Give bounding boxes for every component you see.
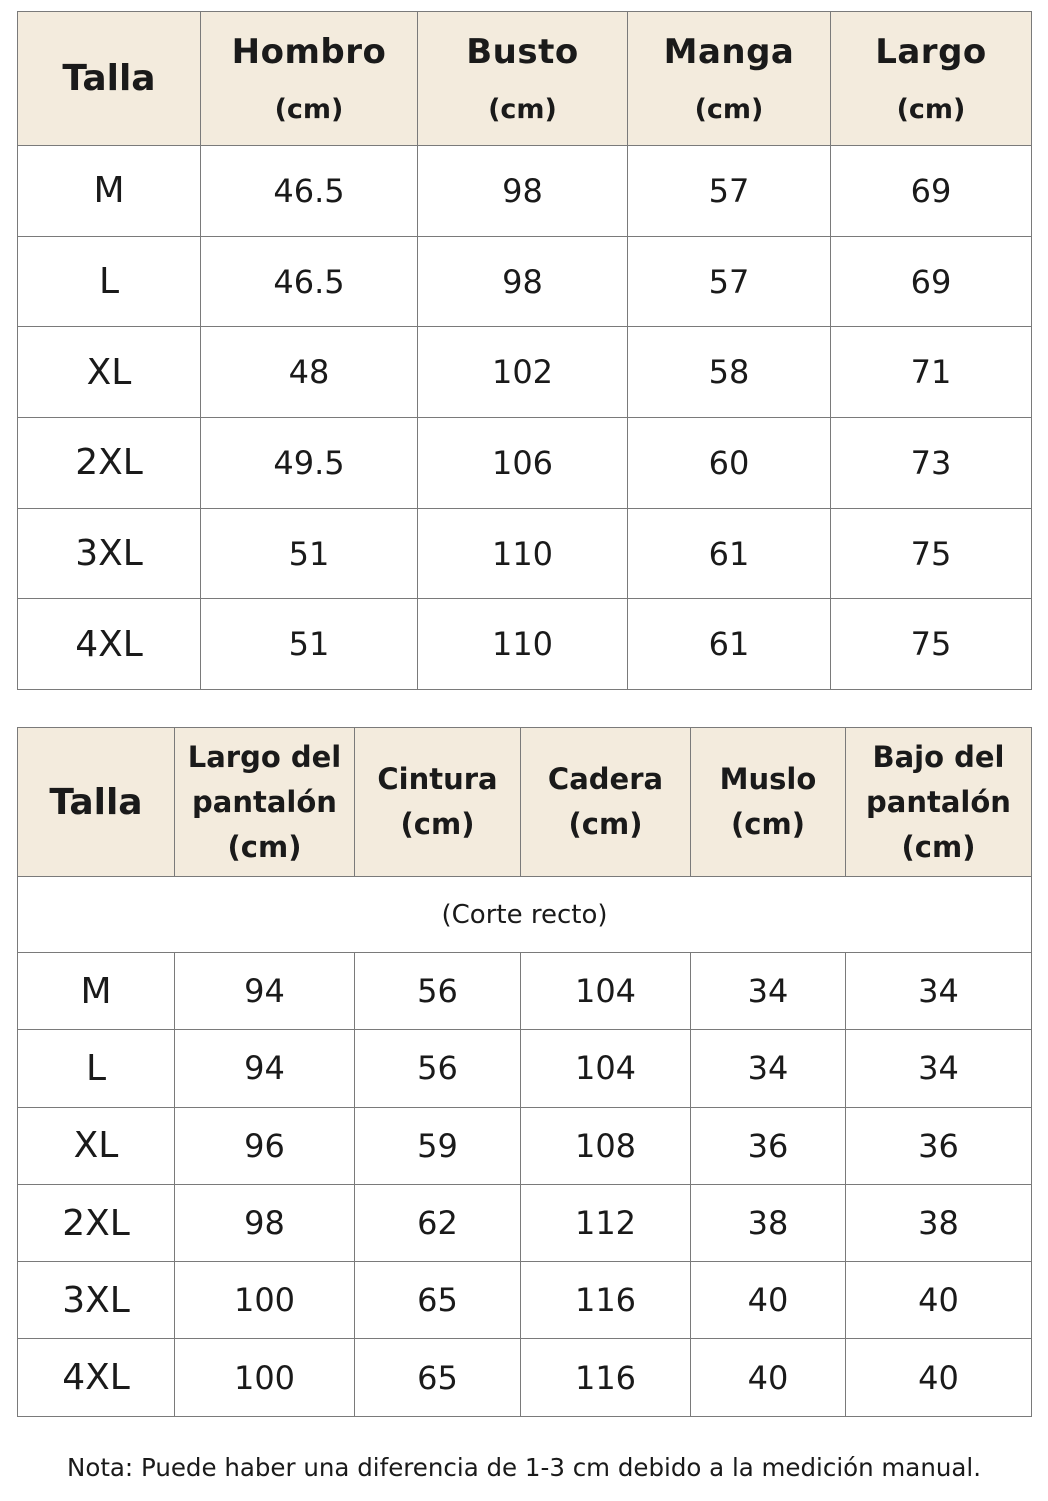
- bottom-header-muslo: [691, 728, 846, 877]
- header-line: (cm): [400, 807, 475, 841]
- manga-value: 58: [628, 327, 831, 418]
- cintura-value: 65: [355, 1262, 521, 1339]
- header-line: Bajo del: [872, 739, 1005, 774]
- header-line: (cm): [568, 807, 643, 841]
- largo-value: 71: [831, 327, 1032, 418]
- size-label: 3XL: [18, 1262, 175, 1339]
- hombro-value: 46.5: [201, 146, 418, 237]
- busto-value: 98: [418, 236, 628, 327]
- hombro-value: 51: [201, 508, 418, 599]
- size-label: 2XL: [18, 1184, 175, 1261]
- top-header-title: Hombro: [231, 32, 387, 72]
- muslo-value: 40: [691, 1262, 846, 1339]
- bottom-table-header-row: [18, 728, 1032, 877]
- size-label: L: [18, 236, 201, 327]
- top-header-hombro: [201, 12, 418, 146]
- cadera-value: 116: [521, 1339, 691, 1416]
- top-size-table: [17, 11, 1032, 690]
- top-header-title: Largo: [875, 32, 987, 72]
- top-table-header-row: [18, 12, 1032, 146]
- bottom-header-bajo-pantalon: [846, 728, 1032, 877]
- muslo-value: 34: [691, 1030, 846, 1107]
- largo-pantalon-value: 94: [175, 1030, 355, 1107]
- manga-value: 57: [628, 146, 831, 237]
- top-header-manga: [628, 12, 831, 146]
- size-label: 3XL: [18, 508, 201, 599]
- muslo-value: 38: [691, 1184, 846, 1261]
- manga-value: 60: [628, 418, 831, 509]
- size-label: XL: [18, 327, 201, 418]
- bottom-header-cadera: [521, 728, 691, 877]
- cadera-value: 108: [521, 1107, 691, 1184]
- cintura-value: 65: [355, 1339, 521, 1416]
- hombro-value: 48: [201, 327, 418, 418]
- table-row: [18, 599, 1032, 690]
- muslo-value: 34: [691, 953, 846, 1030]
- top-header-title: Busto: [466, 32, 579, 72]
- top-header-talla-label: Talla: [62, 58, 156, 99]
- table-row: [18, 953, 1032, 1030]
- fit-note-row: [18, 877, 1032, 953]
- bajo-pantalon-value: 40: [846, 1262, 1032, 1339]
- cadera-value: 112: [521, 1184, 691, 1261]
- largo-value: 73: [831, 418, 1032, 509]
- muslo-value: 40: [691, 1339, 846, 1416]
- largo-pantalon-value: 98: [175, 1184, 355, 1261]
- table-row: [18, 1184, 1032, 1261]
- bottom-header-talla-label: Talla: [49, 781, 143, 823]
- measurement-footnote: Nota: Puede haber una diferencia de 1-3 cm debido a la medición manual.: [67, 1453, 981, 1482]
- fit-note: (Corte recto): [18, 877, 1032, 953]
- cadera-value: 104: [521, 1030, 691, 1107]
- bajo-pantalon-value: 38: [846, 1184, 1032, 1261]
- size-label: XL: [18, 1107, 175, 1184]
- manga-value: 61: [628, 508, 831, 599]
- largo-value: 69: [831, 236, 1032, 327]
- table-row: [18, 1339, 1032, 1416]
- table-row: [18, 1107, 1032, 1184]
- table-row: [18, 1262, 1032, 1339]
- largo-pantalon-value: 100: [175, 1339, 355, 1416]
- header-line: Cintura: [377, 762, 498, 796]
- largo-pantalon-value: 94: [175, 953, 355, 1030]
- cadera-value: 104: [521, 953, 691, 1030]
- header-line: Muslo: [719, 762, 817, 796]
- hombro-value: 49.5: [201, 418, 418, 509]
- top-header-title: Manga: [663, 32, 795, 72]
- header-line: pantalón: [866, 784, 1011, 819]
- header-line: (cm): [901, 829, 976, 864]
- size-label: M: [18, 953, 175, 1030]
- bottom-header-largo-pantalon: [175, 728, 355, 877]
- table-row: [18, 418, 1032, 509]
- header-line: pantalón: [192, 784, 337, 819]
- bajo-pantalon-value: 36: [846, 1107, 1032, 1184]
- hombro-value: 51: [201, 599, 418, 690]
- largo-pantalon-value: 100: [175, 1262, 355, 1339]
- largo-value: 75: [831, 508, 1032, 599]
- bajo-pantalon-value: 40: [846, 1339, 1032, 1416]
- size-label: M: [18, 146, 201, 237]
- bajo-pantalon-value: 34: [846, 1030, 1032, 1107]
- largo-pantalon-value: 96: [175, 1107, 355, 1184]
- bajo-pantalon-value: 34: [846, 953, 1032, 1030]
- size-label: L: [18, 1030, 175, 1107]
- top-header-unit: (cm): [896, 94, 966, 125]
- header-line: Cadera: [547, 762, 664, 796]
- busto-value: 102: [418, 327, 628, 418]
- bottom-header-talla: [18, 728, 175, 877]
- header-line: Largo del: [187, 739, 342, 774]
- table-row: [18, 508, 1032, 599]
- bottom-size-table: [17, 727, 1032, 1417]
- cintura-value: 59: [355, 1107, 521, 1184]
- table-row: [18, 146, 1032, 237]
- largo-value: 69: [831, 146, 1032, 237]
- size-label: 4XL: [18, 599, 201, 690]
- busto-value: 110: [418, 599, 628, 690]
- muslo-value: 36: [691, 1107, 846, 1184]
- manga-value: 61: [628, 599, 831, 690]
- largo-value: 75: [831, 599, 1032, 690]
- busto-value: 106: [418, 418, 628, 509]
- hombro-value: 46.5: [201, 236, 418, 327]
- header-line: (cm): [227, 829, 302, 864]
- header-line: (cm): [731, 807, 805, 841]
- table-row: [18, 236, 1032, 327]
- top-header-talla: [18, 12, 201, 146]
- cadera-value: 116: [521, 1262, 691, 1339]
- size-label: 2XL: [18, 418, 201, 509]
- top-header-unit: (cm): [488, 94, 557, 125]
- table-row: [18, 1030, 1032, 1107]
- cintura-value: 56: [355, 1030, 521, 1107]
- manga-value: 57: [628, 236, 831, 327]
- top-header-busto: [418, 12, 628, 146]
- top-header-unit: (cm): [694, 94, 764, 125]
- cintura-value: 56: [355, 953, 521, 1030]
- busto-value: 98: [418, 146, 628, 237]
- bottom-header-cintura: [355, 728, 521, 877]
- size-label: 4XL: [18, 1339, 175, 1416]
- cintura-value: 62: [355, 1184, 521, 1261]
- busto-value: 110: [418, 508, 628, 599]
- top-header-largo: [831, 12, 1032, 146]
- table-row: [18, 327, 1032, 418]
- top-header-unit: (cm): [274, 94, 344, 125]
